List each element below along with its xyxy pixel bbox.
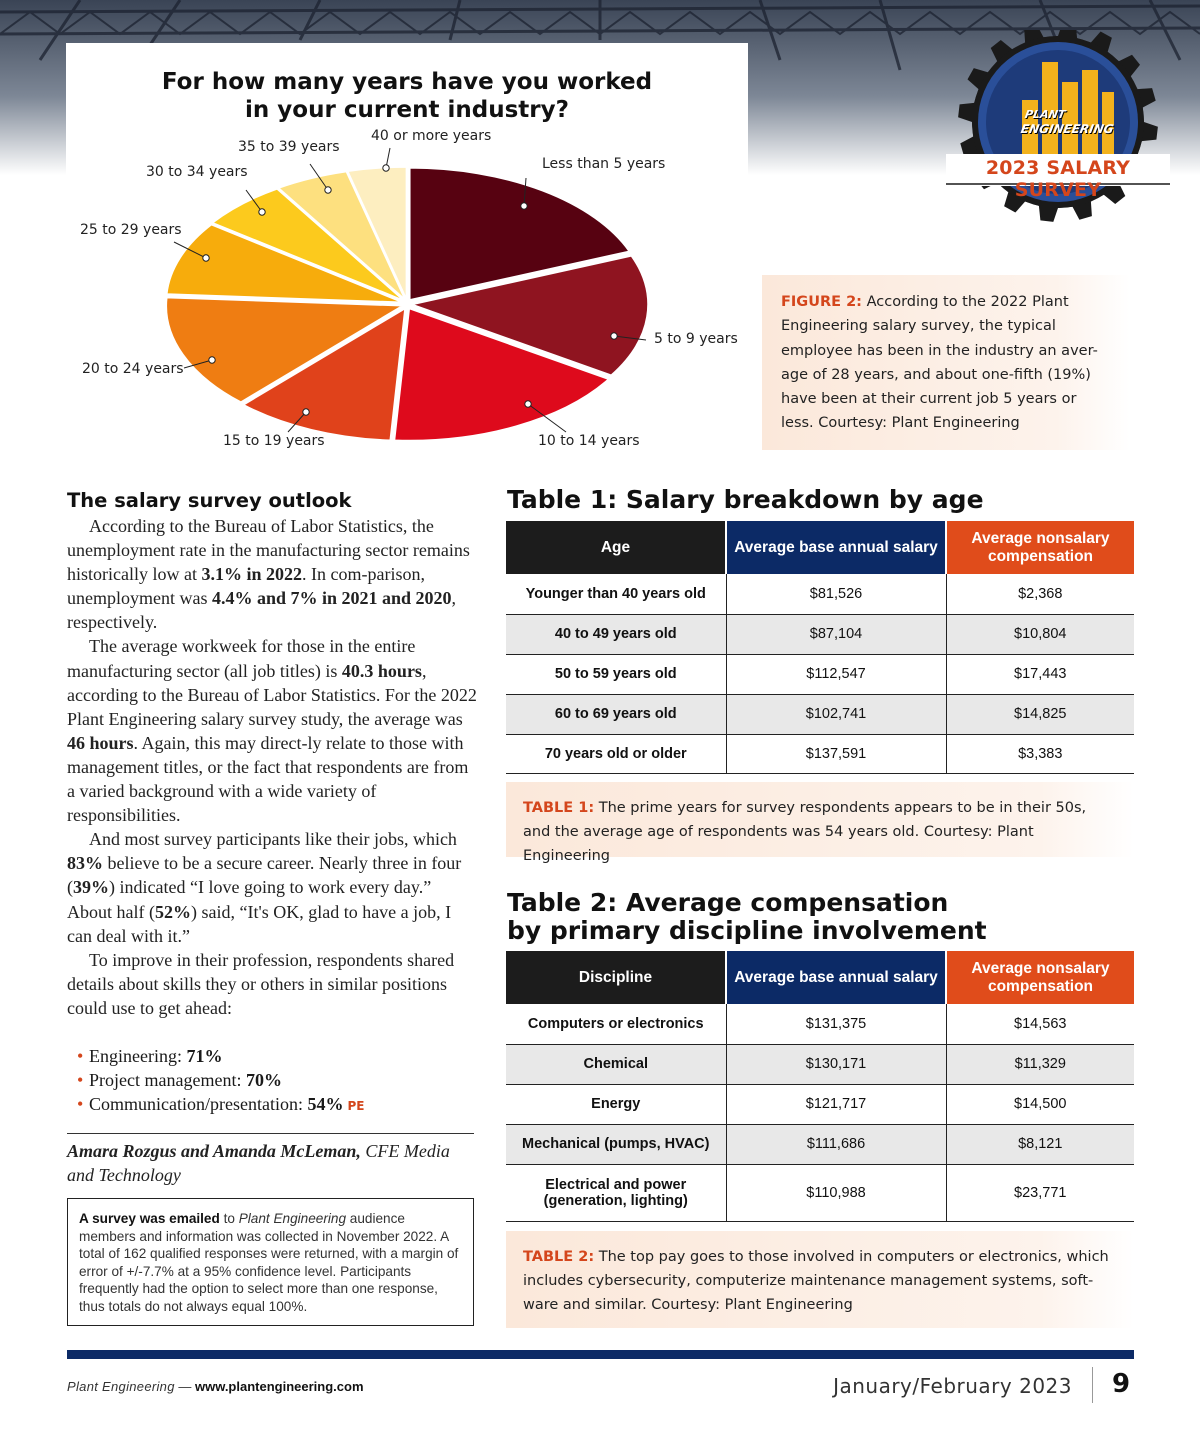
table-cell-label: 60 to 69 years old — [506, 694, 726, 734]
table-cell-base: $121,717 — [726, 1084, 946, 1124]
table-row — [506, 1124, 1134, 1164]
slice-label: 30 to 34 years — [146, 164, 248, 180]
table-cell-label: 50 to 59 years old — [506, 654, 726, 694]
table-cell-base: $87,104 — [726, 614, 946, 654]
table-1-caption: TABLE 1: The prime years for survey respondents appears to be in their 50s, and the average age of respondents was 54 years old. Courtesy: Plant Engineering — [506, 782, 1134, 857]
table-row — [506, 654, 1134, 694]
callout-dot — [259, 209, 265, 215]
author-divider — [67, 1133, 474, 1134]
table-2-header-nonsalary: Average nonsalary compensation — [946, 951, 1134, 1004]
figure-caption-text: According to the 2022 Plant Engineering salary survey, the typical employee has been in the industry an aver-age of 28 years, and about one-fifth (19%) have been at their current job 5 years or less. Courtesy: Plant Engineering — [781, 294, 1098, 432]
slice-label: 20 to 24 years — [82, 361, 184, 377]
figure-caption-label: FIGURE 2: — [781, 294, 862, 310]
table-row — [506, 1084, 1134, 1124]
table-cell-nonsalary: $8,121 — [946, 1124, 1134, 1164]
table-cell-base: $131,375 — [726, 1004, 946, 1044]
footer-url[interactable]: www.plantengineering.com — [194, 1379, 364, 1394]
table-cell-nonsalary: $10,804 — [946, 614, 1134, 654]
table-row — [506, 734, 1134, 773]
table-row — [506, 614, 1134, 654]
slice-label: 40 or more years — [371, 128, 492, 144]
table-cell-label: Computers or electronics — [506, 1004, 726, 1044]
table-1-header-nonsalary: Average nonsalary compensation — [946, 521, 1134, 574]
table-cell-nonsalary: $3,383 — [946, 734, 1134, 773]
table-cell-base: $81,526 — [726, 574, 946, 614]
callout-dot — [303, 409, 309, 415]
table-cell-label: Younger than 40 years old — [506, 574, 726, 614]
table-cell-nonsalary: $14,500 — [946, 1084, 1134, 1124]
slice-label: 35 to 39 years — [238, 139, 340, 155]
table-cell-base: $137,591 — [726, 734, 946, 773]
table-2-header-base: Average base annual salary — [726, 951, 946, 1004]
callout-dot — [611, 333, 617, 339]
badge-title: 2023 SALARY SURVEY — [985, 157, 1131, 201]
table-2 — [506, 951, 1134, 1222]
table-cell-label: 40 to 49 years old — [506, 614, 726, 654]
table-cell-nonsalary: $2,368 — [946, 574, 1134, 614]
article-heading: The salary survey outlook — [67, 489, 352, 512]
table-cell-label: Chemical — [506, 1044, 726, 1084]
article-paragraph-1: According to the Bureau of Labor Statistics, the unemployment rate in the manufacturing sector remains historically low at 3.1% in 2022. In com-parison, unemployment was 4.4% and 7% in 2021 and 2020, respectively. — [67, 516, 470, 633]
slice-label: 5 to 9 years — [654, 331, 738, 347]
table-cell-label: Mechanical (pumps, HVAC) — [506, 1124, 726, 1164]
slice-label: 15 to 19 years — [223, 433, 325, 449]
table-cell-label: Electrical and power (generation, lighting) — [506, 1164, 726, 1221]
article-paragraph-2: The average workweek for those in the entire manufacturing sector (all job titles) is 40.3 hours, according to the Bureau of Labor Statistics. For the 2022 Plant Engineering salary survey study, the average was 46 hours. Again, this may direct-ly relate to those with management titles, or the fact that respondents are from a varied background with a wide variety of responsibilities. — [67, 636, 477, 826]
slice-label: 10 to 14 years — [538, 433, 640, 449]
table-cell-nonsalary: $14,825 — [946, 694, 1134, 734]
list-item: • Project management: 70% — [67, 1068, 477, 1092]
table-2-caption: TABLE 2: The top pay goes to those involved in computers or electronics, which includes cybersecurity, computerize maintenance management systems, soft-ware and similar. Courtesy: Plant Engineering — [506, 1231, 1134, 1328]
survey-methodology-box: A survey was emailed to Plant Engineering audience members and information was collected in November 2022. A total of 162 qualified responses were returned, with a margin of error of +/-7.7% at a 95% confidence level. Participants frequently had the option to select more than one response, thus totals do not always equal 100%. — [67, 1198, 474, 1326]
table-cell-base: $130,171 — [726, 1044, 946, 1084]
footer-divider — [1092, 1367, 1093, 1403]
table-cell-label: Energy — [506, 1084, 726, 1124]
badge-logo-line-1: PLANT — [1023, 108, 1067, 121]
table-cell-nonsalary: $11,329 — [946, 1044, 1134, 1084]
list-item: • Communication/presentation: 54% PE — [67, 1092, 477, 1118]
table-row — [506, 694, 1134, 734]
table-cell-base: $110,988 — [726, 1164, 946, 1221]
end-mark: PE — [347, 1099, 365, 1114]
author-byline: Amara Rozgus and Amanda McLeman, CFE Media and Technology — [67, 1141, 450, 1185]
chart-title-line-2: in your current industry? — [245, 97, 569, 123]
table-2-title-line-1: Table 2: Average compensation — [507, 888, 949, 917]
footer-date: January/February 2023 — [833, 1374, 1072, 1398]
table-2-title-line-2: by primary discipline involvement — [507, 916, 987, 945]
table-cell-base: $102,741 — [726, 694, 946, 734]
table-row — [506, 1004, 1134, 1044]
callout-dot — [383, 165, 389, 171]
chart-title — [66, 68, 748, 124]
callout-dot — [325, 187, 331, 193]
table-2-title — [507, 889, 987, 945]
table-cell-nonsalary: $23,771 — [946, 1164, 1134, 1221]
skills-list — [67, 1044, 477, 1118]
table-1 — [506, 521, 1134, 774]
table-row — [506, 574, 1134, 614]
article-paragraph-4: To improve in their profession, respondents shared details about skills they or others in similar positions could use to get ahead: — [67, 949, 455, 1018]
callout-dot — [521, 203, 527, 209]
table-cell-label: 70 years old or older — [506, 734, 726, 773]
footer-publication: Plant Engineering — www.plantengineering.com — [67, 1379, 364, 1394]
table-2-header-discipline: Discipline — [506, 951, 726, 1004]
figure-caption — [762, 275, 1130, 450]
table-cell-nonsalary: $14,563 — [946, 1004, 1134, 1044]
footer-bar — [67, 1350, 1134, 1359]
callout-dot — [203, 255, 209, 261]
callout-dot — [209, 357, 215, 363]
table-1-header-base: Average base annual salary — [726, 521, 946, 574]
table-1-title: Table 1: Salary breakdown by age — [507, 485, 984, 514]
callout-dot — [525, 401, 531, 407]
table-row — [506, 1164, 1134, 1221]
chart-title-line-1: For how many years have you worked — [161, 69, 653, 95]
article-paragraph-3: And most survey participants like their jobs, which 83% believe to be a secure career. Nearly three in four (39%) indicated “I love going to work every day.” About half (52%) said, “It's OK, glad to have a job, I can deal with it.” — [67, 829, 462, 946]
badge-logo-line-2: ENGINEERING — [1019, 122, 1115, 136]
table-cell-base: $112,547 — [726, 654, 946, 694]
table-row — [506, 1044, 1134, 1084]
slice-label: Less than 5 years — [542, 156, 666, 172]
table-1-header-age: Age — [506, 521, 726, 574]
article — [67, 487, 477, 1118]
list-item: • Engineering: 71% — [67, 1044, 477, 1068]
slice-label: 25 to 29 years — [80, 222, 182, 238]
page-number: 9 — [1112, 1369, 1131, 1399]
table-cell-nonsalary: $17,443 — [946, 654, 1134, 694]
pie-chart — [66, 120, 748, 460]
table-cell-base: $111,686 — [726, 1124, 946, 1164]
